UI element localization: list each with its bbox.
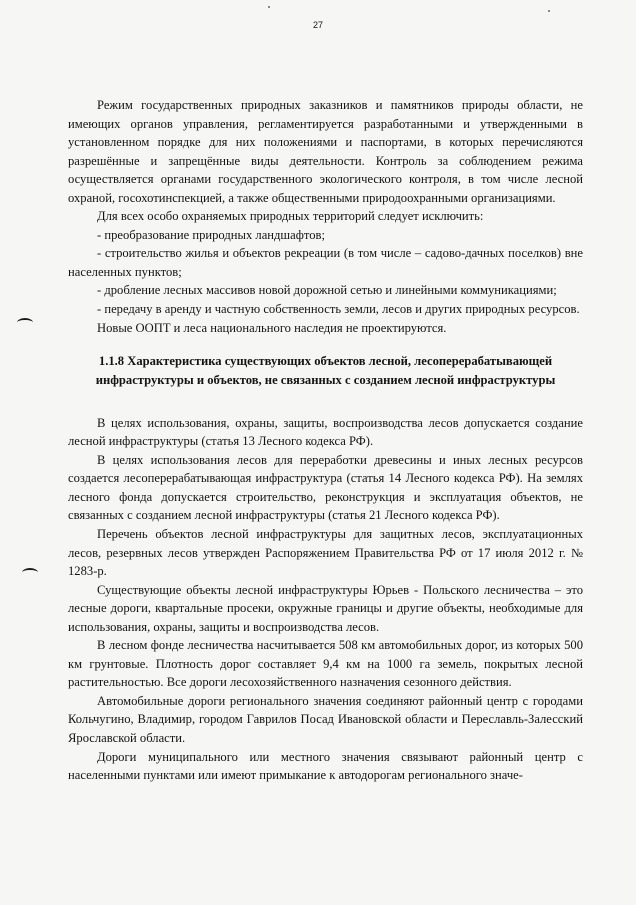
document-body [68, 96, 583, 785]
paragraph: Для всех особо охраняемых природных территорий следует исключить: [97, 209, 484, 224]
scan-speck [268, 6, 270, 8]
paragraph: Перечень объектов лесной инфраструктуры для защитных лесов, эксплуатационных лесов, резервных лесов утвержден Распоряжением Правительства РФ от 17 июля 2012 г. № 1283-р. [68, 526, 583, 579]
punch-hole-mark [22, 568, 38, 577]
section-heading: 1.1.8 Характеристика существующих объектов лесной, лесоперерабатывающей инфраструктуры и объектов, не связанных с созданием лесной инфраструктуры [95, 354, 556, 387]
paragraph: В целях использования лесов для переработки древесины и иных лесных ресурсов создается лесоперерабатывающая инфраструктура (статья 14 Лесного кодекса РФ). На землях лесного фонда допускается строительство, реконструкция и эксплуатация объектов, не связанных с созданием лесной инфраструктуры (статья 21 Лесного кодекса РФ). [68, 452, 583, 523]
punch-hole-mark [17, 318, 33, 327]
paragraph: Дороги муниципального или местного значения связывают районный центр с населенными пунктами или имеют примыкание к автодорогам регионального значе- [68, 749, 583, 783]
paragraph: Режим государственных природных заказников и памятников природы области, не имеющих органов управления, регламентируется разработанными и утвержденными в установленном порядке для них положениями и паспортами, в которых перечисляются разрешённые и запрещённые виды деятельности. Контроль за соблюдением режима осуществляется органами государственного экологического контроля, в том числе лесной охраной, госохотинспекцией, а также общественными природоохранными организациями. [68, 98, 583, 205]
paragraph: В целях использования, охраны, защиты, воспроизводства лесов допускается создание лесной инфраструктуры (статья 13 Лесного кодекса РФ). [68, 415, 583, 449]
page-number: 27 [312, 20, 323, 30]
paragraph: В лесном фонде лесничества насчитывается 508 км автомобильных дорог, из которых 500 км грунтовые. Плотность дорог составляет 9,4 км на 1000 га земель, покрытых лесной растительностью. Все дороги лесохозяйственного назначения сезонного действия. [68, 638, 583, 690]
list-item: - передачу в аренду и частную собственность земли, лесов и других природных ресурсов. [97, 302, 580, 317]
list-item: - дробление лесных массивов новой дорожной сетью и линейными коммуникациями; [97, 283, 557, 298]
paragraph: Автомобильные дороги регионального значения соединяют районный центр с городами Кольчугино, Владимир, городом Гаврилов Посад Ивановской области и Переславль-Залесский Ярославской области. [68, 693, 583, 745]
paragraph: Существующие объекты лесной инфраструктуры Юрьев - Польского лесничества – это лесные дороги, квартальные просеки, окружные границы и другие объекты, необходимые для использования, охраны, защиты и воспроизводства лесов. [68, 582, 583, 634]
scan-speck [548, 10, 550, 12]
list-item: - преобразование природных ландшафтов; [97, 227, 325, 242]
list-item: - строительство жилья и объектов рекреации (в том числе – садово-дачных поселков) вне населенных пунктов; [68, 246, 583, 279]
paragraph: Новые ООПТ и леса национального наследия не проектируются. [97, 320, 447, 335]
